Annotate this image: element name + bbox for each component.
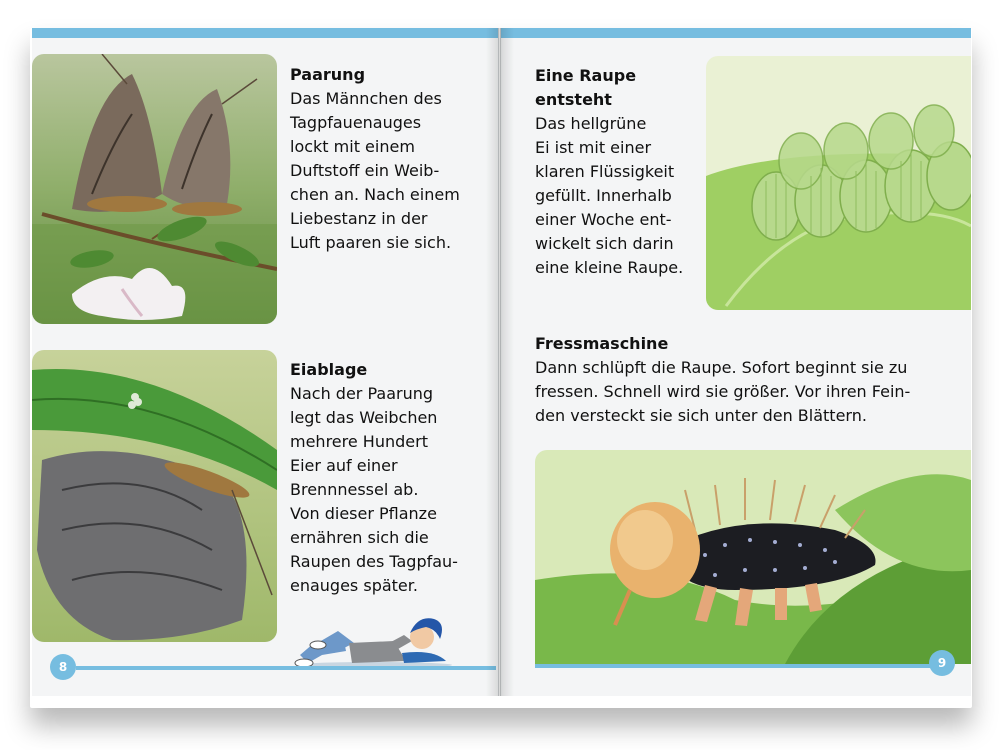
section-heading-fressmaschine: Fressmaschine: [535, 334, 669, 353]
top-accent-bar: [501, 28, 971, 38]
section-text-eiablage: Nach der Paarung legt das Weibchen mehrere Hundert Eier auf einer Brennnessel ab. Von dieser Pflanze ernähren sich die Raupen des Tagpfau- enauges später.: [290, 384, 458, 595]
green-eggs-illustration: [706, 56, 971, 310]
mating-butterflies-illustration: [32, 54, 277, 324]
book-spine: [486, 28, 514, 696]
top-accent-bar: [32, 28, 498, 38]
bottom-accent-line: [76, 666, 496, 670]
page-number-9: 9: [929, 650, 955, 676]
left-page: [32, 28, 499, 696]
section-text-paarung: Das Männchen des Tagpfauenauges lockt mit einem Duftstoff ein Weib- chen an. Nach einem Liebestanz in der Luft paaren sie sich.: [290, 89, 460, 252]
section-heading-raupe-entsteht: Eine Raupe entsteht: [535, 66, 637, 109]
page-number-8: 8: [50, 654, 76, 680]
section-text-raupe-entsteht: Das hellgrüne Ei ist mit einer klaren Flüssigkeit gefüllt. Innerhalb einer Woche ent- wickelt sich darin eine kleine Raupe.: [535, 114, 684, 277]
section-heading-paarung: Paarung: [290, 65, 366, 84]
caterpillar-illustration: [535, 450, 971, 664]
section-text-fressmaschine: Dann schlüpft die Raupe. Sofort beginnt sie zu fressen. Schnell wird sie größer. Vor ihren Fein- den versteckt sie sich unter den Blättern.: [535, 358, 911, 425]
right-page: [500, 28, 971, 696]
section-heading-eiablage: Eiablage: [290, 360, 368, 379]
bottom-accent-line: [535, 664, 937, 668]
butterfly-on-nettle-illustration: [32, 350, 277, 642]
reading-boy-mascot: [294, 613, 454, 669]
